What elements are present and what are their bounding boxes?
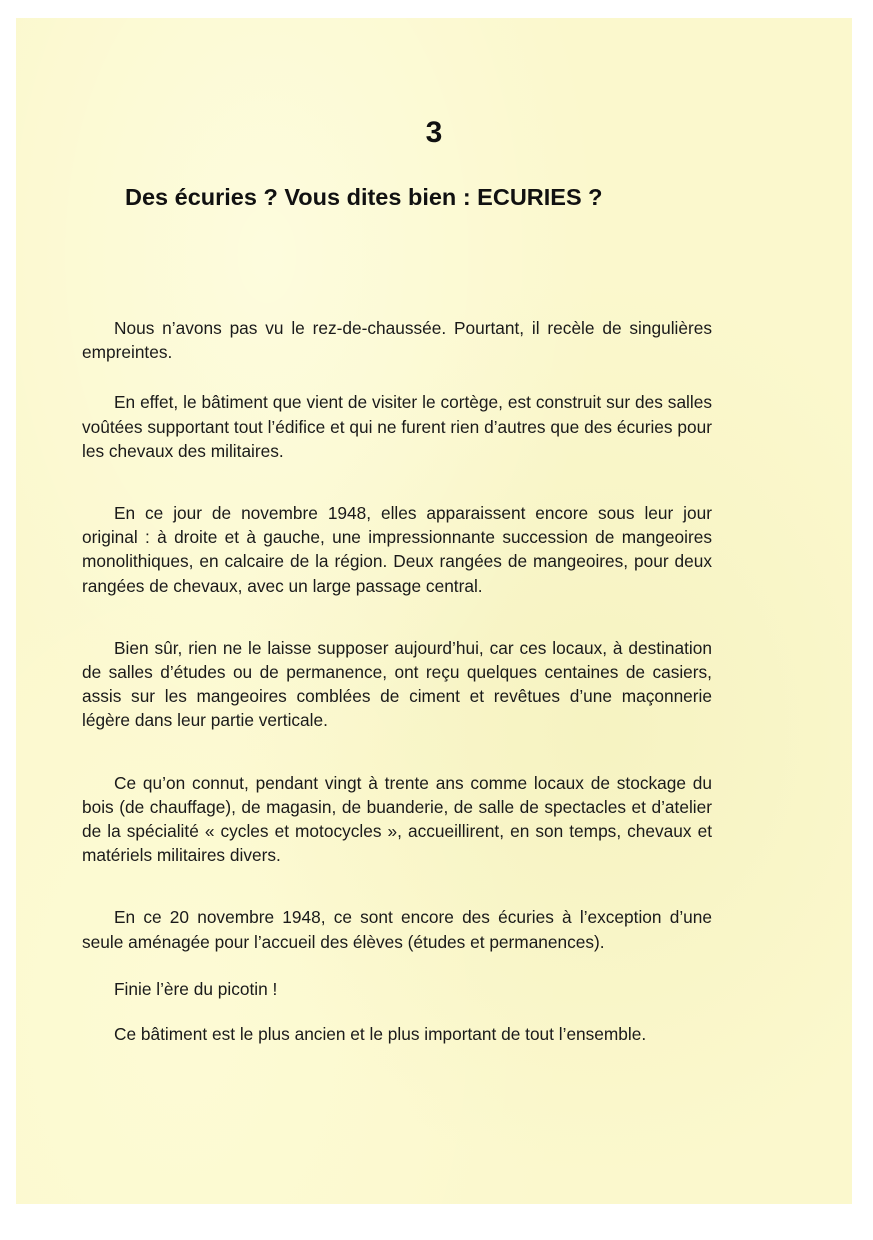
paragraph: Finie l’ère du picotin ! <box>114 978 278 999</box>
paragraph: Ce bâtiment est le plus ancien et le plus important de tout l’ensemble. <box>114 1024 647 1045</box>
paragraph: En ce 20 novembre 1948, ce sont encore des écuries à l’exception d’une seule aménagée pour l’accueil des élèves (études et permanences). <box>82 907 712 952</box>
chapter-number: 3 <box>425 116 443 149</box>
paragraph: Bien sûr, rien ne le laisse supposer aujourd’hui, car ces locaux, à destination de salles d’études ou de permanence, ont reçu quelques centaines de casiers, assis sur les mangeoires comblées de ciment et revêtues d’une maçonnerie légère dans leur partie verticale. <box>82 637 712 731</box>
paragraph: En effet, le bâtiment que vient de visiter le cortège, est construit sur des salles voûtées supportant tout l’édifice et qui ne furent rien d’autres que des écuries pour les chevaux des militaires. <box>82 392 712 461</box>
body-text <box>82 316 712 1067</box>
chapter-title: Des écuries ? Vous dites bien : ECURIES ? <box>125 184 603 210</box>
paragraph: Nous n’avons pas vu le rez-de-chaussée. Pourtant, il recèle de singulières empreintes. <box>82 318 712 363</box>
paragraph: Ce qu’on connut, pendant vingt à trente ans comme locaux de stockage du bois (de chauffage), de magasin, de buanderie, de salle de spectacles et d’atelier de la spécialité « cycles et motocycles », accueillirent, en son temps, chevaux et matériels militaires divers. <box>82 772 712 866</box>
paragraph: En ce jour de novembre 1948, elles apparaissent encore sous leur jour original : à droite et à gauche, une impressionnante succession de mangeoires monolithiques, en calcaire de la région. Deux rangées de mangeoires, pour deux rangées de chevaux, avec un large passage central. <box>82 503 712 596</box>
